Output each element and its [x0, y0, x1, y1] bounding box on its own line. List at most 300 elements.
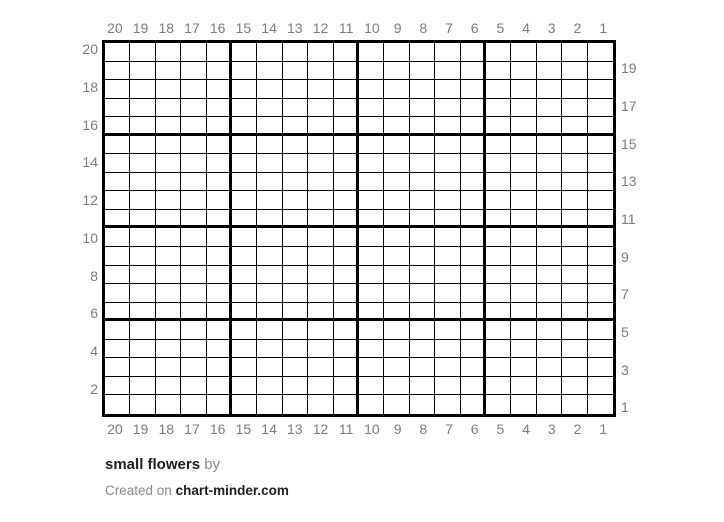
grid-cell [207, 191, 232, 210]
chart-byline: by [204, 456, 221, 473]
grid-cell [486, 43, 511, 62]
grid-cell [257, 340, 282, 359]
grid-cell [181, 99, 206, 118]
grid-cell [257, 117, 282, 136]
grid-cell [384, 154, 409, 173]
grid-cell [308, 43, 333, 62]
grid-cell [308, 210, 333, 229]
grid-cell [156, 247, 181, 266]
grid-cell [207, 117, 232, 136]
grid-cell [359, 173, 384, 192]
grid-cell [384, 395, 409, 414]
grid-cell [156, 340, 181, 359]
grid-cell [410, 303, 435, 322]
row-number [621, 304, 663, 323]
grid-cell [156, 43, 181, 62]
column-number: 10 [364, 20, 380, 36]
column-number: 3 [547, 421, 556, 437]
grid-cell [562, 80, 587, 99]
grid-cell [283, 173, 308, 192]
grid-cell [384, 340, 409, 359]
grid-cell [562, 340, 587, 359]
row-number: 17 [621, 97, 637, 114]
row-number: 16 [82, 116, 98, 133]
grid-cell [461, 228, 486, 247]
grid-cell [105, 266, 130, 285]
row-number [56, 247, 98, 266]
row-number: 14 [82, 154, 98, 171]
grid-cell [283, 80, 308, 99]
grid-cell [562, 136, 587, 155]
grid-cell [283, 284, 308, 303]
grid-cell [308, 284, 333, 303]
grid-cell [232, 395, 257, 414]
column-number: 19 [132, 20, 149, 36]
grid-cell [105, 303, 130, 322]
grid-cell [410, 43, 435, 62]
row-number [56, 97, 98, 116]
grid-cell [130, 136, 155, 155]
grid-cell [562, 303, 587, 322]
grid-cell [410, 191, 435, 210]
grid-cell [461, 303, 486, 322]
grid-cell [156, 321, 181, 340]
column-number: 14 [261, 20, 277, 36]
grid-cell [359, 266, 384, 285]
grid-cell [435, 303, 460, 322]
grid-cell [537, 377, 562, 396]
column-number: 15 [235, 20, 252, 36]
grid-cell [308, 62, 333, 81]
grid-cell [232, 377, 257, 396]
row-number [56, 59, 98, 78]
grid-cell [588, 99, 613, 118]
grid-cell [461, 284, 486, 303]
grid-cell [308, 321, 333, 340]
grid-cell [359, 358, 384, 377]
column-number: 14 [261, 421, 277, 437]
row-number: 9 [621, 248, 629, 265]
grid-cell [283, 191, 308, 210]
grid-cell [486, 340, 511, 359]
grid-cell [105, 43, 130, 62]
grid-cell [232, 266, 257, 285]
grid-cell [461, 136, 486, 155]
grid-cell [156, 191, 181, 210]
grid-cell [232, 284, 257, 303]
grid-cell [486, 99, 511, 118]
column-number: 18 [158, 20, 175, 36]
grid-cell [207, 266, 232, 285]
grid-cell [308, 99, 333, 118]
grid-cell [105, 62, 130, 81]
grid-cell [105, 228, 130, 247]
row-number [56, 134, 98, 153]
grid-cell [232, 80, 257, 99]
column-number: 7 [445, 421, 453, 437]
column-numbers-bottom [102, 421, 616, 438]
grid-cell [181, 191, 206, 210]
grid-cell [257, 284, 282, 303]
grid-cell [359, 284, 384, 303]
grid-cell [181, 321, 206, 340]
grid-cell [461, 173, 486, 192]
grid-cell [410, 358, 435, 377]
row-number: 6 [90, 305, 98, 322]
grid-cell [410, 395, 435, 414]
grid-cell [334, 377, 359, 396]
grid-cell [384, 80, 409, 99]
grid-cell [486, 191, 511, 210]
grid-cell [537, 117, 562, 136]
grid-cell [257, 247, 282, 266]
grid-cell [334, 247, 359, 266]
grid-cell [156, 377, 181, 396]
column-number: 8 [419, 20, 428, 36]
column-number: 9 [393, 20, 402, 36]
grid-cell [562, 395, 587, 414]
row-number: 19 [621, 60, 637, 77]
grid-cell [105, 154, 130, 173]
grid-cell [537, 321, 562, 340]
grid-cell [537, 43, 562, 62]
grid-cell [283, 117, 308, 136]
grid-cell [486, 395, 511, 414]
grid-cell [588, 173, 613, 192]
grid-cell [384, 284, 409, 303]
grid-cell [257, 191, 282, 210]
grid-cell [359, 228, 384, 247]
grid-cell [461, 62, 486, 81]
grid-cell [384, 173, 409, 192]
grid-cell [537, 395, 562, 414]
chart-title: small flowers [105, 456, 201, 473]
footer-line [105, 483, 289, 498]
grid-cell [588, 228, 613, 247]
grid-cell [181, 210, 206, 229]
row-number: 8 [90, 267, 98, 284]
grid-cell [461, 340, 486, 359]
grid-cell [384, 303, 409, 322]
grid-cell [283, 266, 308, 285]
grid-cell [384, 191, 409, 210]
grid-cell [207, 62, 232, 81]
grid-cell [257, 266, 282, 285]
column-number: 5 [496, 20, 505, 36]
chart-title-line [105, 456, 220, 473]
grid-cell [308, 173, 333, 192]
grid-cell [308, 247, 333, 266]
grid-cell [435, 117, 460, 136]
grid-cell [257, 228, 282, 247]
grid-cell [232, 154, 257, 173]
grid-cell [359, 117, 384, 136]
grid-cell [461, 80, 486, 99]
column-number: 19 [132, 421, 149, 437]
grid-cell [486, 266, 511, 285]
grid-cell [410, 340, 435, 359]
grid-cell [461, 358, 486, 377]
grid-cell [283, 377, 308, 396]
grid-cell [562, 377, 587, 396]
grid-cell [410, 173, 435, 192]
column-number: 1 [599, 421, 608, 437]
grid-cell [156, 62, 181, 81]
grid-cell [181, 117, 206, 136]
grid-cell [308, 395, 333, 414]
column-number: 16 [209, 421, 226, 437]
grid-cell [410, 136, 435, 155]
row-number [621, 228, 663, 247]
grid-cell [207, 136, 232, 155]
grid-cell [257, 303, 282, 322]
grid-cell [410, 117, 435, 136]
grid-cell [181, 266, 206, 285]
grid-cell [410, 210, 435, 229]
grid-cell [537, 173, 562, 192]
row-number: 10 [82, 229, 98, 246]
row-number [56, 360, 98, 379]
grid-cell [156, 303, 181, 322]
grid-cell [181, 284, 206, 303]
row-number: 1 [621, 399, 629, 416]
grid-cell [105, 136, 130, 155]
footer-site-link[interactable]: chart-minder.com [175, 483, 289, 498]
grid-cell [334, 228, 359, 247]
grid-cell [384, 358, 409, 377]
grid-cell [435, 191, 460, 210]
grid-cell [486, 321, 511, 340]
grid-cell [283, 43, 308, 62]
grid-cell [486, 228, 511, 247]
grid-cell [511, 377, 536, 396]
grid-cell [435, 284, 460, 303]
grid-cell [435, 340, 460, 359]
grid-cell [384, 247, 409, 266]
grid-cell [207, 358, 232, 377]
grid-cell [334, 43, 359, 62]
row-number [56, 172, 98, 191]
grid-cell [511, 136, 536, 155]
grid-cell [207, 99, 232, 118]
column-number: 18 [158, 421, 175, 437]
grid-cell [537, 99, 562, 118]
grid-cell [207, 173, 232, 192]
footer-prefix: Created on [105, 483, 172, 498]
column-number: 5 [496, 421, 505, 437]
grid-cell [156, 99, 181, 118]
grid-cell [537, 62, 562, 81]
grid-cell [257, 377, 282, 396]
grid-cell [384, 99, 409, 118]
grid-cell [410, 99, 435, 118]
grid-cell [359, 136, 384, 155]
row-number: 5 [621, 324, 629, 341]
grid-cell [105, 80, 130, 99]
grid-cell [334, 154, 359, 173]
grid-cell [308, 303, 333, 322]
grid-cell [334, 191, 359, 210]
column-number: 8 [419, 421, 428, 437]
row-number: 20 [82, 41, 98, 58]
grid-cell [562, 247, 587, 266]
grid-cell [334, 266, 359, 285]
grid-cell [537, 303, 562, 322]
grid-cell [232, 210, 257, 229]
grid-cell [461, 117, 486, 136]
grid-cell [130, 191, 155, 210]
grid-cell [181, 43, 206, 62]
grid-cell [384, 62, 409, 81]
grid-cell [486, 377, 511, 396]
grid-cell [410, 284, 435, 303]
grid-cell [232, 247, 257, 266]
grid-cell [384, 136, 409, 155]
grid-cell [461, 247, 486, 266]
grid-cell [511, 358, 536, 377]
grid-cell [461, 210, 486, 229]
grid-cell [207, 43, 232, 62]
grid-cell [334, 136, 359, 155]
grid-cell [435, 247, 460, 266]
grid-cell [588, 62, 613, 81]
grid-cell [435, 43, 460, 62]
grid-cell [207, 340, 232, 359]
row-numbers-left [56, 40, 98, 417]
grid-cell [359, 62, 384, 81]
grid-cell [511, 80, 536, 99]
grid-cell [334, 62, 359, 81]
row-number [621, 40, 663, 59]
grid-cell [207, 228, 232, 247]
grid-cell [410, 80, 435, 99]
grid-cell [130, 358, 155, 377]
grid-cell [130, 173, 155, 192]
grid-cell [486, 358, 511, 377]
column-number: 12 [312, 20, 329, 36]
grid-cell [257, 62, 282, 81]
grid-cell [232, 43, 257, 62]
grid-cell [410, 154, 435, 173]
column-number: 1 [599, 20, 608, 36]
grid-cell [283, 247, 308, 266]
grid-cell [359, 191, 384, 210]
grid-cell [537, 266, 562, 285]
grid-cell [283, 395, 308, 414]
grid-cell [435, 99, 460, 118]
grid-cell [359, 154, 384, 173]
grid-cell [232, 99, 257, 118]
grid-cell [334, 210, 359, 229]
grid-cell [257, 321, 282, 340]
grid-cell [156, 358, 181, 377]
grid-cell [156, 284, 181, 303]
grid-cell [207, 377, 232, 396]
grid-cell [257, 43, 282, 62]
grid-cell [156, 136, 181, 155]
grid-cell [588, 210, 613, 229]
grid-cell [207, 284, 232, 303]
grid-cell [461, 99, 486, 118]
column-number: 3 [547, 20, 556, 36]
grid-cell [511, 62, 536, 81]
grid-cell [562, 117, 587, 136]
grid-cell [511, 173, 536, 192]
row-number [56, 323, 98, 342]
grid-cell [156, 210, 181, 229]
grid-cell [588, 284, 613, 303]
grid-cell [359, 303, 384, 322]
grid-cell [588, 395, 613, 414]
grid-cell [156, 173, 181, 192]
grid-cell [435, 154, 460, 173]
grid-cell [308, 358, 333, 377]
grid-cell [308, 80, 333, 99]
grid-cell [588, 43, 613, 62]
grid-cell [511, 154, 536, 173]
row-number: 4 [90, 342, 98, 359]
grid-cell [334, 321, 359, 340]
grid-cell [283, 136, 308, 155]
row-number [621, 78, 663, 97]
grid-cell [156, 117, 181, 136]
grid-cell [130, 284, 155, 303]
grid-cell [588, 80, 613, 99]
grid-cell [511, 228, 536, 247]
grid-cell [410, 321, 435, 340]
grid-cell [308, 136, 333, 155]
grid-cell [130, 321, 155, 340]
grid-cell [511, 210, 536, 229]
grid-cell [588, 117, 613, 136]
grid-cell [257, 210, 282, 229]
grid-cell [435, 228, 460, 247]
grid-cell [257, 136, 282, 155]
grid-cell [435, 321, 460, 340]
grid-cell [410, 266, 435, 285]
grid-cell [257, 395, 282, 414]
grid-cell [308, 191, 333, 210]
chart-grid [102, 40, 616, 417]
grid-cell [511, 191, 536, 210]
grid-cell [105, 247, 130, 266]
grid-cell [435, 173, 460, 192]
grid-cell [562, 266, 587, 285]
grid-cell [308, 228, 333, 247]
column-number: 15 [235, 421, 252, 437]
grid-cell [181, 173, 206, 192]
grid-cell [384, 228, 409, 247]
grid-cell [257, 358, 282, 377]
grid-cell [435, 377, 460, 396]
row-number: 11 [621, 211, 636, 228]
grid-cell [588, 154, 613, 173]
grid-cell [257, 99, 282, 118]
row-number: 2 [90, 380, 98, 397]
grid-cell [283, 99, 308, 118]
column-number: 17 [184, 20, 200, 36]
grid-cell [130, 377, 155, 396]
grid-cell [410, 377, 435, 396]
grid-cell [130, 62, 155, 81]
grid-cell [283, 62, 308, 81]
grid-cell [562, 284, 587, 303]
column-number: 4 [522, 20, 530, 36]
grid-cell [283, 228, 308, 247]
grid-cell [435, 358, 460, 377]
grid-cell [257, 80, 282, 99]
row-number [621, 266, 663, 285]
